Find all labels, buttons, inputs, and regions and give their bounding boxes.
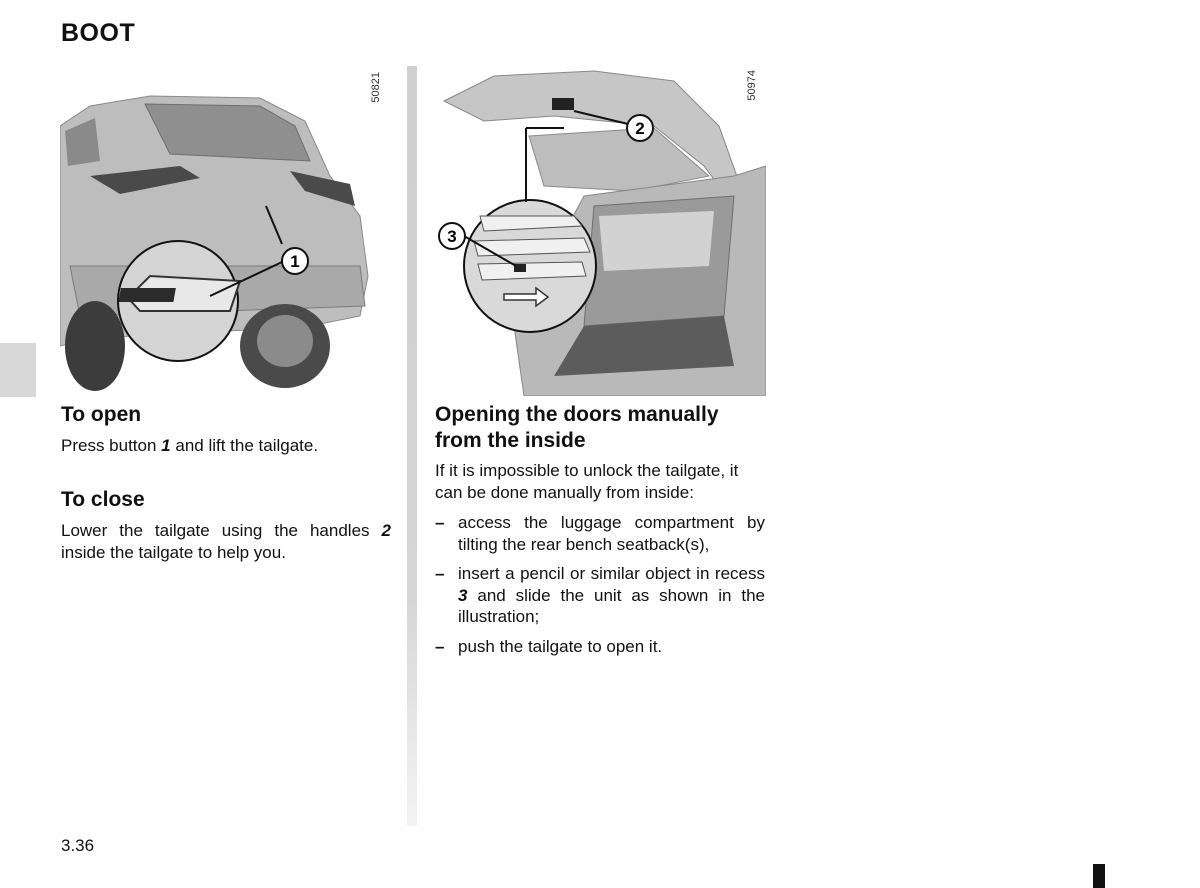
dash-bullet: – — [435, 637, 445, 656]
callout-3: 3 — [447, 227, 457, 246]
figure-ref-number: 50974 — [746, 70, 758, 101]
illustration-tailgate-exterior — [60, 66, 390, 396]
list-item — [435, 563, 765, 628]
ref-number: 1 — [161, 436, 171, 455]
page-number: 3.36 — [61, 836, 95, 855]
illustration-tailgate-interior — [434, 66, 766, 396]
ref-number: 2 — [381, 521, 391, 540]
paragraph-to-close: Lower the tailgate using the handles 2 inside the tailgate to help you. — [61, 521, 391, 562]
callout-2: 2 — [635, 119, 645, 138]
list-item — [435, 512, 765, 555]
column-divider — [407, 66, 417, 826]
list-item-text: insert a pencil or similar object in recess 3 and slide the unit as shown in the illustration; — [458, 564, 765, 626]
paragraph-to-open: Press button 1 and lift the tailgate. — [61, 436, 319, 455]
callout-1: 1 — [290, 252, 300, 271]
list-item-text: access the luggage compartment by tilting the rear bench seatback(s), — [458, 513, 765, 554]
list-item — [435, 636, 765, 658]
figure-ref-number: 50821 — [370, 72, 382, 103]
page-edge-marker — [1093, 864, 1105, 888]
list-item-text: push the tailgate to open it. — [458, 637, 663, 656]
heading-manual-opening: Opening the doors manually from the inside — [435, 403, 719, 452]
heading-to-open: To open — [61, 403, 142, 426]
paragraph-manual-intro: If it is impossible to unlock the tailgate, it can be done manually from inside: — [435, 461, 739, 502]
page-title: BOOT — [61, 19, 136, 47]
dash-bullet: – — [435, 513, 445, 532]
dash-bullet: – — [435, 564, 445, 583]
ref-number: 3 — [458, 585, 468, 605]
heading-to-close: To close — [61, 488, 145, 511]
chapter-tab — [0, 343, 36, 397]
